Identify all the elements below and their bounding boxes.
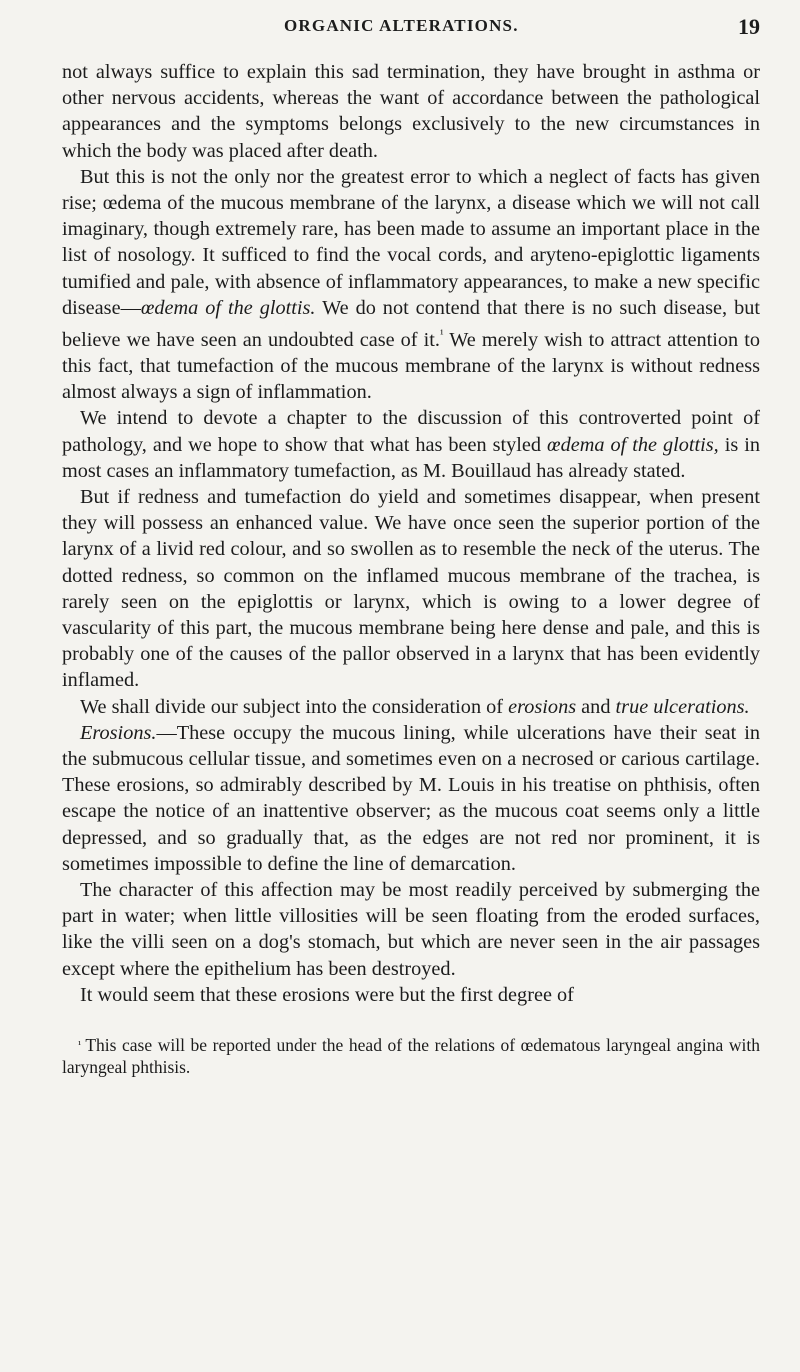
footnote-text: This case will be reported under the head of the relations of œdematous laryngeal angina with laryngeal phthisis. <box>62 1035 760 1078</box>
italic-text: true ulcerations. <box>615 695 750 718</box>
paragraph <box>62 484 760 694</box>
body-text <box>62 59 760 1008</box>
text-run: and <box>576 695 616 718</box>
paragraph <box>62 59 760 164</box>
page-header <box>62 16 760 44</box>
paragraph <box>62 877 760 982</box>
paragraph <box>62 405 760 484</box>
text-run: But if redness and tumefaction do yield and sometimes disappear, when present they will possess an enhanced value. We have once seen the superior portion of the larynx of a livid red colour, and so swollen as to resemble the neck of the uterus. The dotted redness, so common on the inflamed mucous membrane of the trachea, is rarely seen on the epiglottis or larynx, which is owing to a lower degree of vascularity of this part, the mucous membrane being here dense and pale, and this is probably one of the causes of the pallor observed in a larynx that has been evidently inflamed. <box>62 486 760 692</box>
text-run: It would seem that these erosions were but the first degree of <box>80 983 574 1006</box>
running-head: ORGANIC ALTERATIONS. <box>284 16 519 35</box>
footnote <box>62 1034 760 1078</box>
text-run: We merely wish to attract attention to this fact, that tumefaction of the mucous membrane of the larynx is without redness almost always a sign of inflammation. <box>62 328 761 404</box>
paragraph <box>62 694 760 720</box>
italic-text: œdema of the glottis. <box>140 296 316 319</box>
italic-text: Erosions. <box>80 721 157 744</box>
book-page <box>62 16 760 1078</box>
text-run: But this is not the only nor the greatest error to which a neglect of facts has given rise; œdema of the mucous membrane of the larynx, a disease which we will not call imaginary, though extremely rare, has been made to assume an important place in the list of nosology. It sufficed to find the vocal cords, and aryteno-epiglottic ligaments tumified and pale, with absence of inflammatory appearances, to make a new specific disease— <box>62 165 760 319</box>
text-run: We do not contend that there is no such disease, but believe we have seen an undoubted case of it. <box>62 296 760 351</box>
text-run: —These occupy the mucous lining, while ulcerations have their seat in the submucous cellular tissue, and sometimes even on a necrosed or carious cartilage. These erosions, so admirably described by M. Louis in his treatise on phthisis, often escape the notice of an inattentive observer; as the mucous coat seems only a little depressed, and so gradually that, as the edges are not red nor prominent, it is sometimes impossible to define the line of demarcation. <box>62 721 760 875</box>
text-run: The character of this affection may be most readily perceived by submerging the part in water; when little villosities will be seen floating from the eroded surfaces, like the villi seen on a dog's stomach, but which are never seen in the air passages except where the epithelium has been destroyed. <box>62 879 760 980</box>
paragraph <box>62 982 760 1008</box>
text-run: not always suffice to explain this sad termination, they have brought in asthma or other nervous accidents, whereas the want of accordance between the pathological appearances and the symptoms belongs exclusively to the new circumstances in which the body was placed after death. <box>62 61 760 162</box>
footnote-mark: ¹ <box>78 1039 82 1052</box>
text-run: is in most cases an inflammatory tumefaction, as M. Bouillaud has already stated. <box>62 433 760 482</box>
footnote-ref: ¹ <box>439 327 444 342</box>
text-run: We shall divide our subject into the consideration of <box>80 695 509 718</box>
text-run: We intend to devote a chapter to the discussion of this controverted point of pathology, and we hope to show that what has been styled <box>62 407 760 456</box>
italic-text: œdema of the glottis, <box>547 433 719 456</box>
paragraph <box>62 720 760 877</box>
paragraph <box>62 164 760 406</box>
italic-text: erosions <box>508 695 577 718</box>
page-number: 19 <box>738 14 760 39</box>
